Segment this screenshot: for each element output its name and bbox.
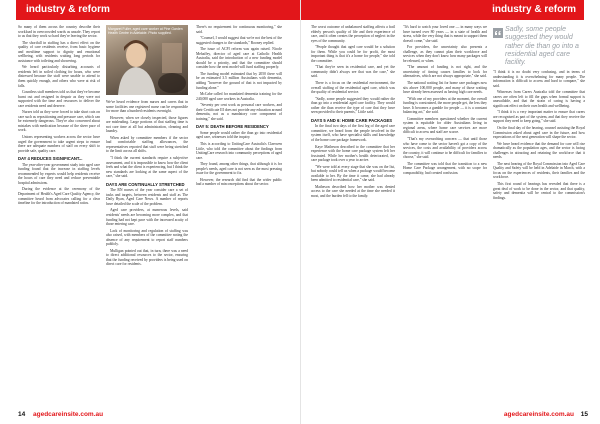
body-paragraph: Matheson described how her mother was denied access to the care she needed at the time she needed it most, and the burden fell to the family. [311,184,395,198]
right-page [300,0,600,424]
body-paragraph: This is according to UnitingCare Australia's Claerwen Little, who told the committee about the findings from UnitingCare research into community perceptions of aged care. [196,141,282,160]
section-banner [16,0,300,20]
body-paragraph: The worst outcome of unbalanced staffing affects a frail elderly person's quality of life and their experience of care, and it often creates the perception of neglect in the eyes of the community. [311,25,395,43]
body-paragraph: When asked by committee members if the sector had comfortable staffing allowances, the representatives reported that staff were being stretched to the limit across all shifts. [106,135,188,154]
section-banner [301,0,584,20]
body-paragraph: This first round of hearings has revealed that there is a great deal of work to be done in the sector, and that quality, safety and dementia will be central to the commission's findings. [493,182,585,200]
body-paragraph: Unions representing workers across the sector have urged the government to take urgent steps to ensure there are adequate numbers of staff on every shift to provide safe, quality care. [18,135,100,153]
body-paragraph: The shortfall in staffing has a direct effect on the quality of care residents receive, from basic hygiene and mealtime support to dignity and emotional wellbeing, with residents waiting long periods for assistance with toileting and showering. [18,40,100,63]
body-paragraph: Countless staff members told us that they've become burnt out and resigned in despair as they were not supported with the time and resources to deliver the care residents need and deserve. [18,90,100,108]
body-paragraph: However, the research did find that the wider public had a number of misconceptions about the sector. [196,177,282,187]
body-paragraph: Some people would rather die than go into residential aged care, witnesses told the inquiry. [196,130,282,140]
body-paragraph: Aged care providers, at numerous levels, said residents' needs are becoming more complex, and that funding had not kept pace with the increased acuity of those entering care. [106,208,188,227]
page-footer [301,408,600,424]
body-paragraph: We've heard evidence from nurses and carers that in some facilities one registered nurse can be responsible for more than a hundred residents overnight. [106,100,188,114]
quote-mark-icon [493,28,503,38]
body-paragraph: The funding model estimated that by 2050 there will be an estimated 3.5 million Australians with dementia, adding "however the ground of that is not impacted by funding alone." [196,71,282,90]
body-paragraph: "That's my overarching concern — that until those who have come to the sector haven't got a copy of the services, the costs and availability of providers across the country, it will continue to be difficult for families to choose," she said. [403,137,487,160]
body-paragraph: Committee members questioned whether the current system is equitable for older Australians living in regional areas, where home care services are more difficult to access and staff are scarce. [403,116,487,135]
body-paragraph: "I think it is a very important matter to ensure that carers are recognised as part of the system, and that they receive the support they need to keep going," she said. [493,110,585,124]
body-paragraph: We have heard evidence that the demand for care will rise dramatically as the population ages, and the sector is facing challenges in attracting and retaining the workforce that it needs. [493,141,585,160]
body-paragraph: Kaye Matheson described to the committee that her experience with the home care package system left her frustrated. While her mother's health deteriorated, the care package took over a year to arrive. [311,144,395,163]
website-link[interactable]: agedcareinsite.com.au [503,411,574,418]
article-column-1 [18,25,100,404]
body-paragraph: "People thought that aged care would be a solution for them. While you could be for profit, the most important thing is that it's a home for people," she told the committee. [311,45,395,63]
body-paragraph: The year-after-year government study into aged care funding found that the increase in staffing levels recommended by experts would help residents receive the hours of care they need and reduce preventable hospital admissions. [18,162,100,185]
body-paragraph: Nurses told us they were forced to take short cuts on care such as repositioning and pressure care, which can be extremely dangerous. They're also concerned about mistakes with medication because of the sheer pace of work. [18,110,100,133]
section-heading: DAY 5: DEATH BEFORE RESIDENCY [196,124,269,130]
article-column-5 [403,25,487,404]
article-column-2 [106,100,188,404]
article-photo [106,25,188,95]
body-paragraph: "We were told at every stage that she was on the list, but nobody could tell us when a package would become available to her. By the time it came, she had already been admitted to residential care," she said. [311,164,395,183]
body-paragraph: "That they're seen in residential care, and yet the community didn't always see that was the case," she said. [311,65,395,79]
body-paragraph: "The amount of funding is not right, and the uncertainty of timing causes families to look for alternatives, which are not always appropriate," she said. [403,65,487,79]
pull-quote [493,22,585,66]
article-column-4 [311,25,395,404]
body-paragraph: "It's hard to watch your loved one — in many ways we have turned over 80 years — in a state of health and stress, while the very thing that is meant to support them doesn't come," she said. [403,25,487,43]
section-heading: DAY 4 REDUCES SIGNIFICANT... [18,156,83,162]
body-paragraph: So many of them across the country describe their workload in overcrowded wards as unsafe. They report to us that they work so hard they're leaving the sector. [18,25,100,39]
page-number: 14 [18,411,26,418]
body-paragraph: Witnesses from Carers Australia told the committee that carers are often left to fill the gaps when formal support is unavailable, and that the strain of caring is having a significant effect on their own health and wellbeing. [493,90,585,108]
body-paragraph: However, when we closely inspected, those figures are misleading. Large portions of that staffing time is not care time at all but administration, cleaning and laundry. [106,115,188,134]
body-paragraph: "Sadly, some people suggested they would rather die than go into a residential aged care facility. They would rather die than receive the type of care that they have seen provided to their parents," Little said. [311,96,395,115]
body-paragraph: Mulligan pointed out that, in turn, there was a need to direct additional resources to the sector, ensuring that the funding received by providers is being used on direct care for residents. [106,248,188,267]
page-footer [0,408,300,424]
body-paragraph: McCabe called for mandated dementia training for the 240,000 aged care workers in Australia. [196,92,282,101]
body-paragraph: "I think it is no doubt very confusing, and in terms of understanding it is overwhelming for many people. The information is difficult to access and hard to compare," she said. [493,70,585,88]
body-paragraph: They found, among other things, that although it is for people's needs, aged care is not seen as the most pressing issue for the government to fix. [196,162,282,176]
body-paragraph: "Seventy per cent work as personal care workers, and their Certificate III does not provide any education around dementia, not as a mandatory core component of training," she said. [196,103,282,121]
body-paragraph: "With one of my providers at the moment, the overall funding is constrained, the more people get, the less they have. It becomes a gamble for people — it is a constant balancing act," she said. [403,96,487,115]
body-paragraph: There's no requirement for continuous monitoring," she said. [196,25,282,34]
photo-image [106,25,188,95]
body-paragraph: The RN nurses of the year consider care a set of tasks and targets, between residents and staff as The Daily Ryan, Aged Care News. A number of reports have detailed the scale of the problem. [106,188,188,206]
page-number: 15 [580,411,588,418]
section-heading: DAYS ARE CONTINUALLY STRETCHED [106,181,185,187]
body-paragraph: We heard particularly disturbing accounts of residents left in soiled clothing for hours, who were distressed because the staff were unable to attend to them quickly enough, and others who were at risk of falls. [18,65,100,88]
body-paragraph: Lack of monitoring and regulation of staffing was also raised, with members of the committee noting the absence of any requirement to report staff numbers publicly. [106,228,188,247]
website-link[interactable]: agedcareinsite.com.au [33,411,104,418]
body-paragraph: The next hearing of the Royal Commission into Aged Care Quality and Safety will be held in Adelaide in March, with a focus on the experiences of residents, their families and the workforce. [493,161,585,180]
body-paragraph: The committee was told that the transition to a new Home Care Package arrangement, with no scope for comparability, had created confusion. [403,161,487,175]
body-paragraph: The national waiting list for home care packages now sits above 100,000 people, and many of those waiting have already been assessed as having high care needs. [403,81,487,95]
body-paragraph: On the final day of the hearing, counsel assisting the Royal Commission asked about aged care in the future, and how expectations of the next generation will shape the sector. [493,126,585,140]
body-paragraph: During the evidence at the ceremony of the Department of Health's Aged Care Quality Agency, the committee heard from advocates calling for a clear timeline for the introduction of mandated ratios. [18,187,100,206]
section-heading: DAYS 5 AND 6: HOME CARE PACKAGES [311,117,393,123]
body-paragraph: The issue of ACFI reform was again raised. Nicole Mehaffey, director of aged care at Catholic Health Australia, said the introduction of a new funding model should be a priority, and that the committee should consider how the next model will fund staffing properly. [196,47,282,70]
article-column-6 [493,70,585,404]
photo-caption: Margaret Fuller, aged care worker at Pine Garden Health Centre in Adelaide. Photo supplied. [108,27,183,35]
section-tag: industry & reform [26,4,110,15]
body-paragraph: For providers, the uncertainty also presents a challenge, as they cannot plan their workforce and services when they don't know how many packages will be released, or when. [403,45,487,63]
section-tag: industry & reform [492,4,576,15]
pull-quote-text: Sadly, some people suggested they would rather die than go into a residential aged care facility. [505,26,579,67]
body-paragraph: In the final two days of the first leg of the aged care committee, we heard from the people involved in the system itself, who have specialist skills and knowledge of the home care package framework. [311,124,395,142]
article-column-3 [196,25,282,404]
body-paragraph: There is a focus on the residential environment, the overall staffing of the residential aged care, which was the quality of residential service. [311,81,395,95]
body-paragraph: "Counsel, I would suggest that we're not the best of the suggested changes to the standards," Rooney replied. [196,36,282,45]
body-paragraph: "I think the current standards require a subjective assessment, and it is impossible to know how the client feels and what the client is experiencing, but I think the new standards are looking at the same aspect of the care," she said. [106,156,188,179]
